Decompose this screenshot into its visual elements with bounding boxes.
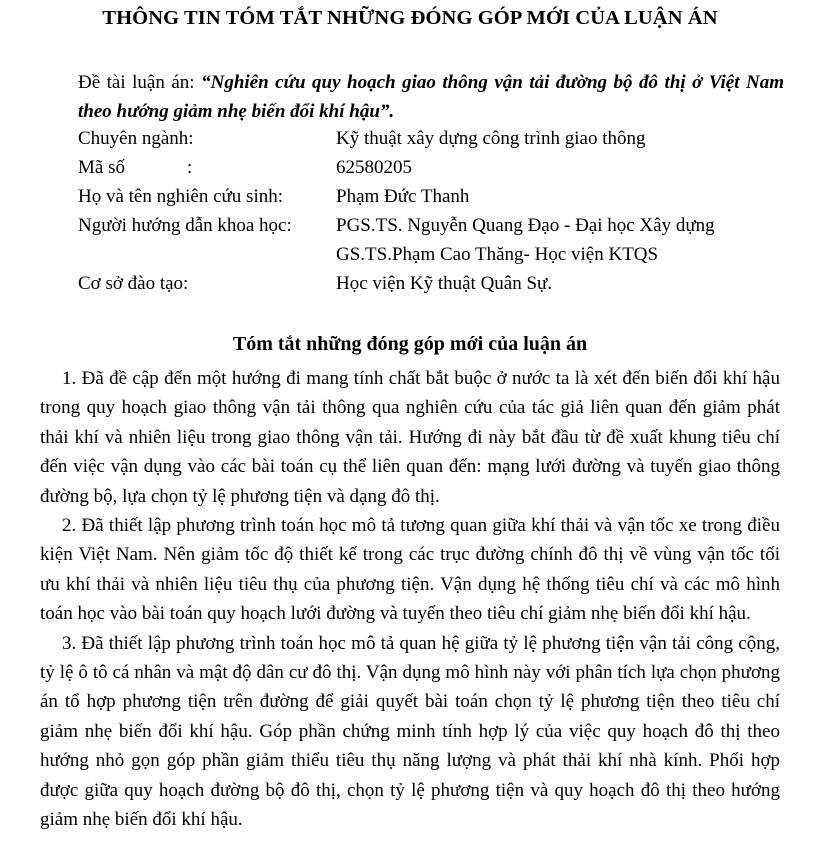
info-value: Phạm Đức Thanh xyxy=(336,186,470,207)
info-value: 62580205 xyxy=(336,157,412,178)
contributions-body xyxy=(40,364,780,835)
document-title: THÔNG TIN TÓM TẮT NHỮNG ĐÓNG GÓP MỚI CỦA LUẬN ÁN xyxy=(102,7,718,29)
info-label: Cơ sở đào tạo: xyxy=(78,273,189,294)
info-value: Học viện Kỹ thuật Quân Sự. xyxy=(336,273,553,294)
info-value: PGS.TS. Nguyễn Quang Đạo - Đại học Xây dựng xyxy=(336,215,715,236)
info-label: Mã số xyxy=(78,157,125,178)
info-label: Chuyên ngành: xyxy=(78,128,194,149)
info-colon: : xyxy=(187,157,193,178)
contribution-paragraph-1: 1. Đã đề cập đến một hướng đi mang tính chất bắt buộc ở nước ta là xét đến biến đổi khí hậu trong quy hoạch giao thông vận tải thông qua nghiên cứu của tác giả liên quan đến giảm phát thải khí và nhiên liệu trong giao thông vận tải. Hướng đi này bắt đầu từ đề xuất khung tiêu chí đến việc vận dụng vào các bài toán cụ thể liên quan đến: mạng lưới đường và tuyến giao thông đường bộ, lựa chọn tỷ lệ phương tiện và dạng đô thị. xyxy=(40,368,780,507)
contribution-paragraph-3: 3. Đã thiết lập phương trình toán học mô tả quan hệ giữa tỷ lệ phương tiện vận tải công cộng, tỷ lệ ô tô cá nhân và mật độ dân cư đô thị. Vận dụng mô hình này với phân tích lựa chọn phương án tổ hợp phương tiện trên đường để giải quyết bài toán chọn tỷ lệ phương tiện theo tiêu chí giảm nhẹ biến đổi khí hậu. Góp phần chứng minh tính hợp lý của việc quy hoạch đô thị theo hướng nhỏ gọn góp phần giảm thiểu tiêu thụ năng lượng và phát thải khí nhà kính. Phối hợp được giữa quy hoạch đường bộ đô thị, chọn tỷ lệ phương tiện và quy hoạch đô thị theo hướng giảm nhẹ biến đổi khí hậu. xyxy=(40,632,780,831)
info-label: Người hướng dẫn khoa học: xyxy=(78,215,292,236)
info-label: Họ và tên nghiên cứu sinh: xyxy=(78,186,284,207)
topic-label: Đề tài luận án: xyxy=(78,72,202,93)
section-title: Tóm tắt những đóng góp mới của luận án xyxy=(232,333,588,355)
info-value: Kỹ thuật xây dựng công trình giao thông xyxy=(336,128,646,149)
thesis-topic xyxy=(78,68,784,126)
topic-title: “Nghiên cứu quy hoạch giao thông vận tải đường bộ đô thị ở Việt Nam theo hướng giảm nhẹ biến đổi khí hậu”. xyxy=(78,72,784,122)
contribution-paragraph-2: 2. Đã thiết lập phương trình toán học mô tả tương quan giữa khí thải và vận tốc xe trong điều kiện Việt Nam. Nên giảm tốc độ thiết kế trong các trục đường chính đô thị về vùng vận tốc tối ưu khí thải và nhiên liệu tiêu thụ của phương tiện. Vận dụng hệ thống tiêu chí và các mô hình toán học vào bài toán quy hoạch lưới đường và tuyến theo tiêu chí giảm nhẹ biến đổi khí hậu. xyxy=(40,515,780,625)
info-value: GS.TS.Phạm Cao Thăng- Học viện KTQS xyxy=(336,244,659,265)
